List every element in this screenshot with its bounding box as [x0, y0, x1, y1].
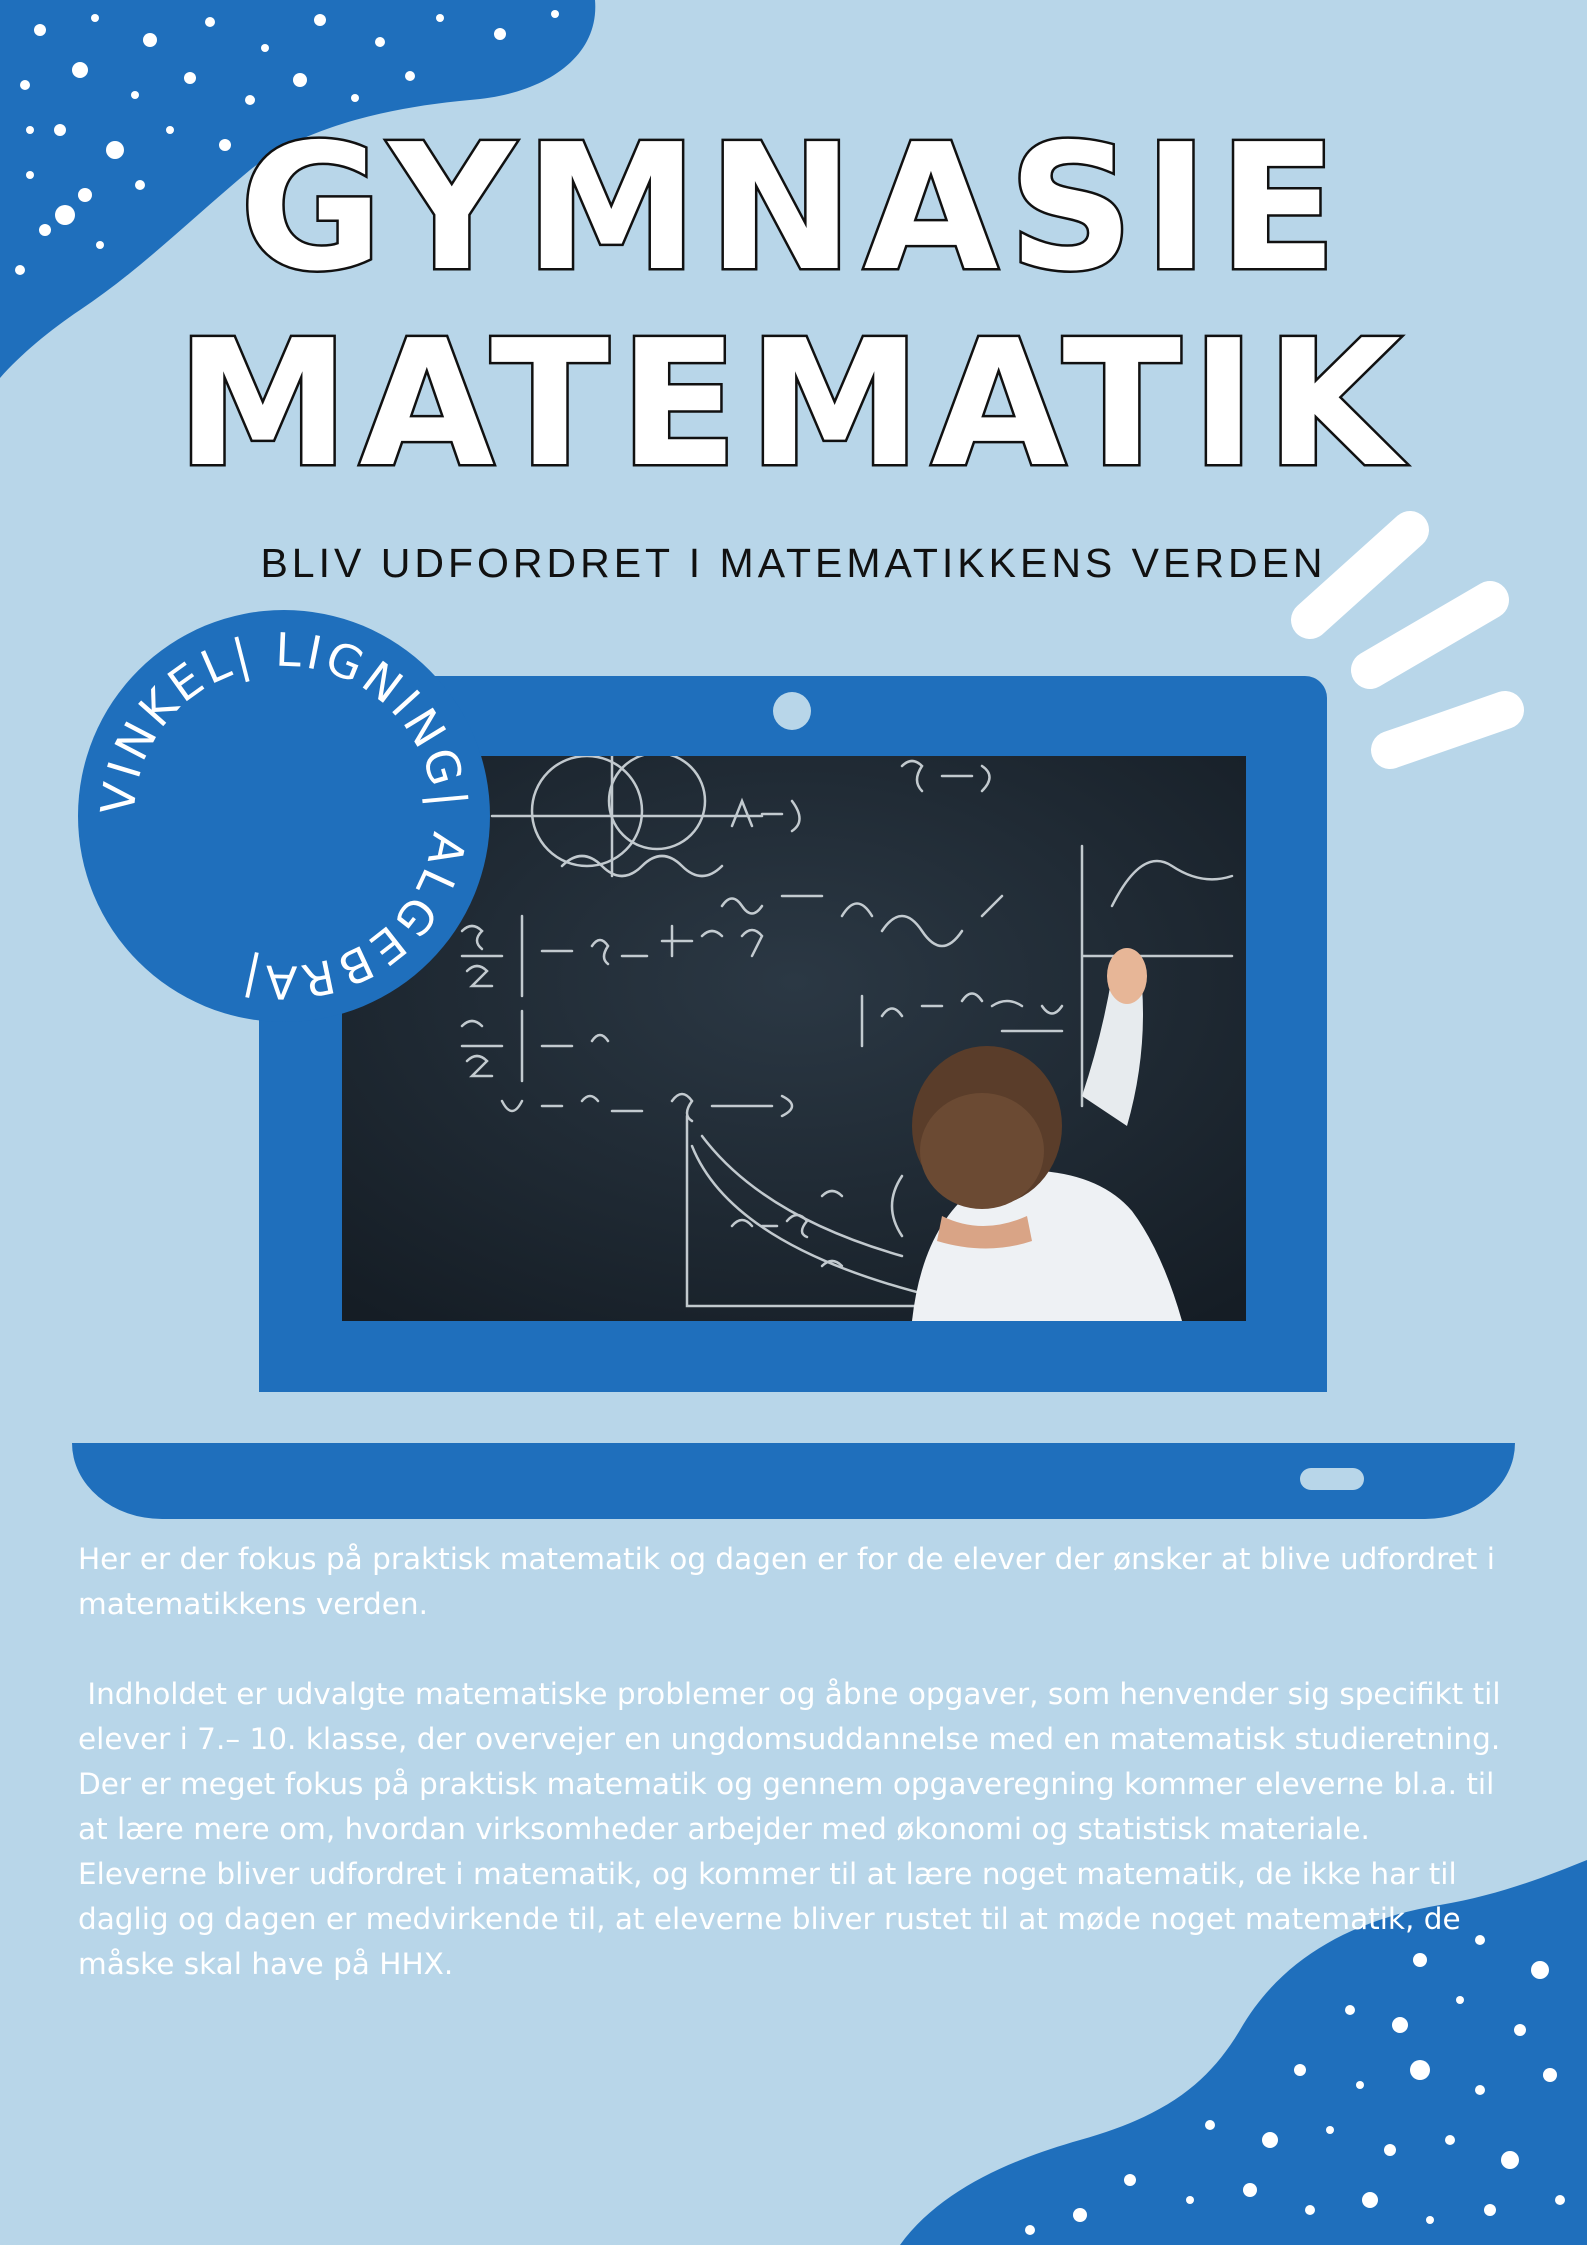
body-paragraph-2: Indholdet er udvalgte matematiske problemer og åbne opgaver, som henvender sig specifikt til elever i 7.– 10. klasse, der overvejer en ungdomsuddannelse med en matematisk studieretning. — [78, 1677, 1510, 1756]
body-paragraph-4: Eleverne bliver udfordret i matematik, og kommer til at lære noget matematik, de ikke har til daglig og dagen er medvirkende til, at eleverne bliver rustet til at møde noget matematik, de måske skal have på HHX. — [78, 1857, 1461, 1981]
body-paragraph-1: Her er der fokus på praktisk matematik og dagen er for de elever der ønsker at blive udfordret i matematikkens verden. — [78, 1542, 1495, 1621]
page-title-line-2: MATEMATIK — [176, 303, 1411, 506]
paragraph-spacer — [78, 1627, 1528, 1672]
badge-circular-text: VINKEL| LIGNING| ALGEBRA| — [90, 622, 478, 1010]
page-subtitle: BLIV UDFORDRET I MATEMATIKKENS VERDEN — [260, 540, 1327, 586]
page-title-line-1: GYMNASIE — [239, 107, 1348, 310]
laptop-camera — [773, 692, 811, 730]
laptop-base — [72, 1443, 1515, 1519]
body-paragraph-3: Der er meget fokus på praktisk matematik og gennem opgaveregning kommer eleverne bl.a. til at lære mere om, hvordan virksomheder arbejder med økonomi og statistisk materiale. — [78, 1767, 1495, 1846]
body-text — [78, 1537, 1528, 1987]
topic-badge — [78, 610, 490, 1022]
laptop-trackpad — [1300, 1468, 1364, 1490]
